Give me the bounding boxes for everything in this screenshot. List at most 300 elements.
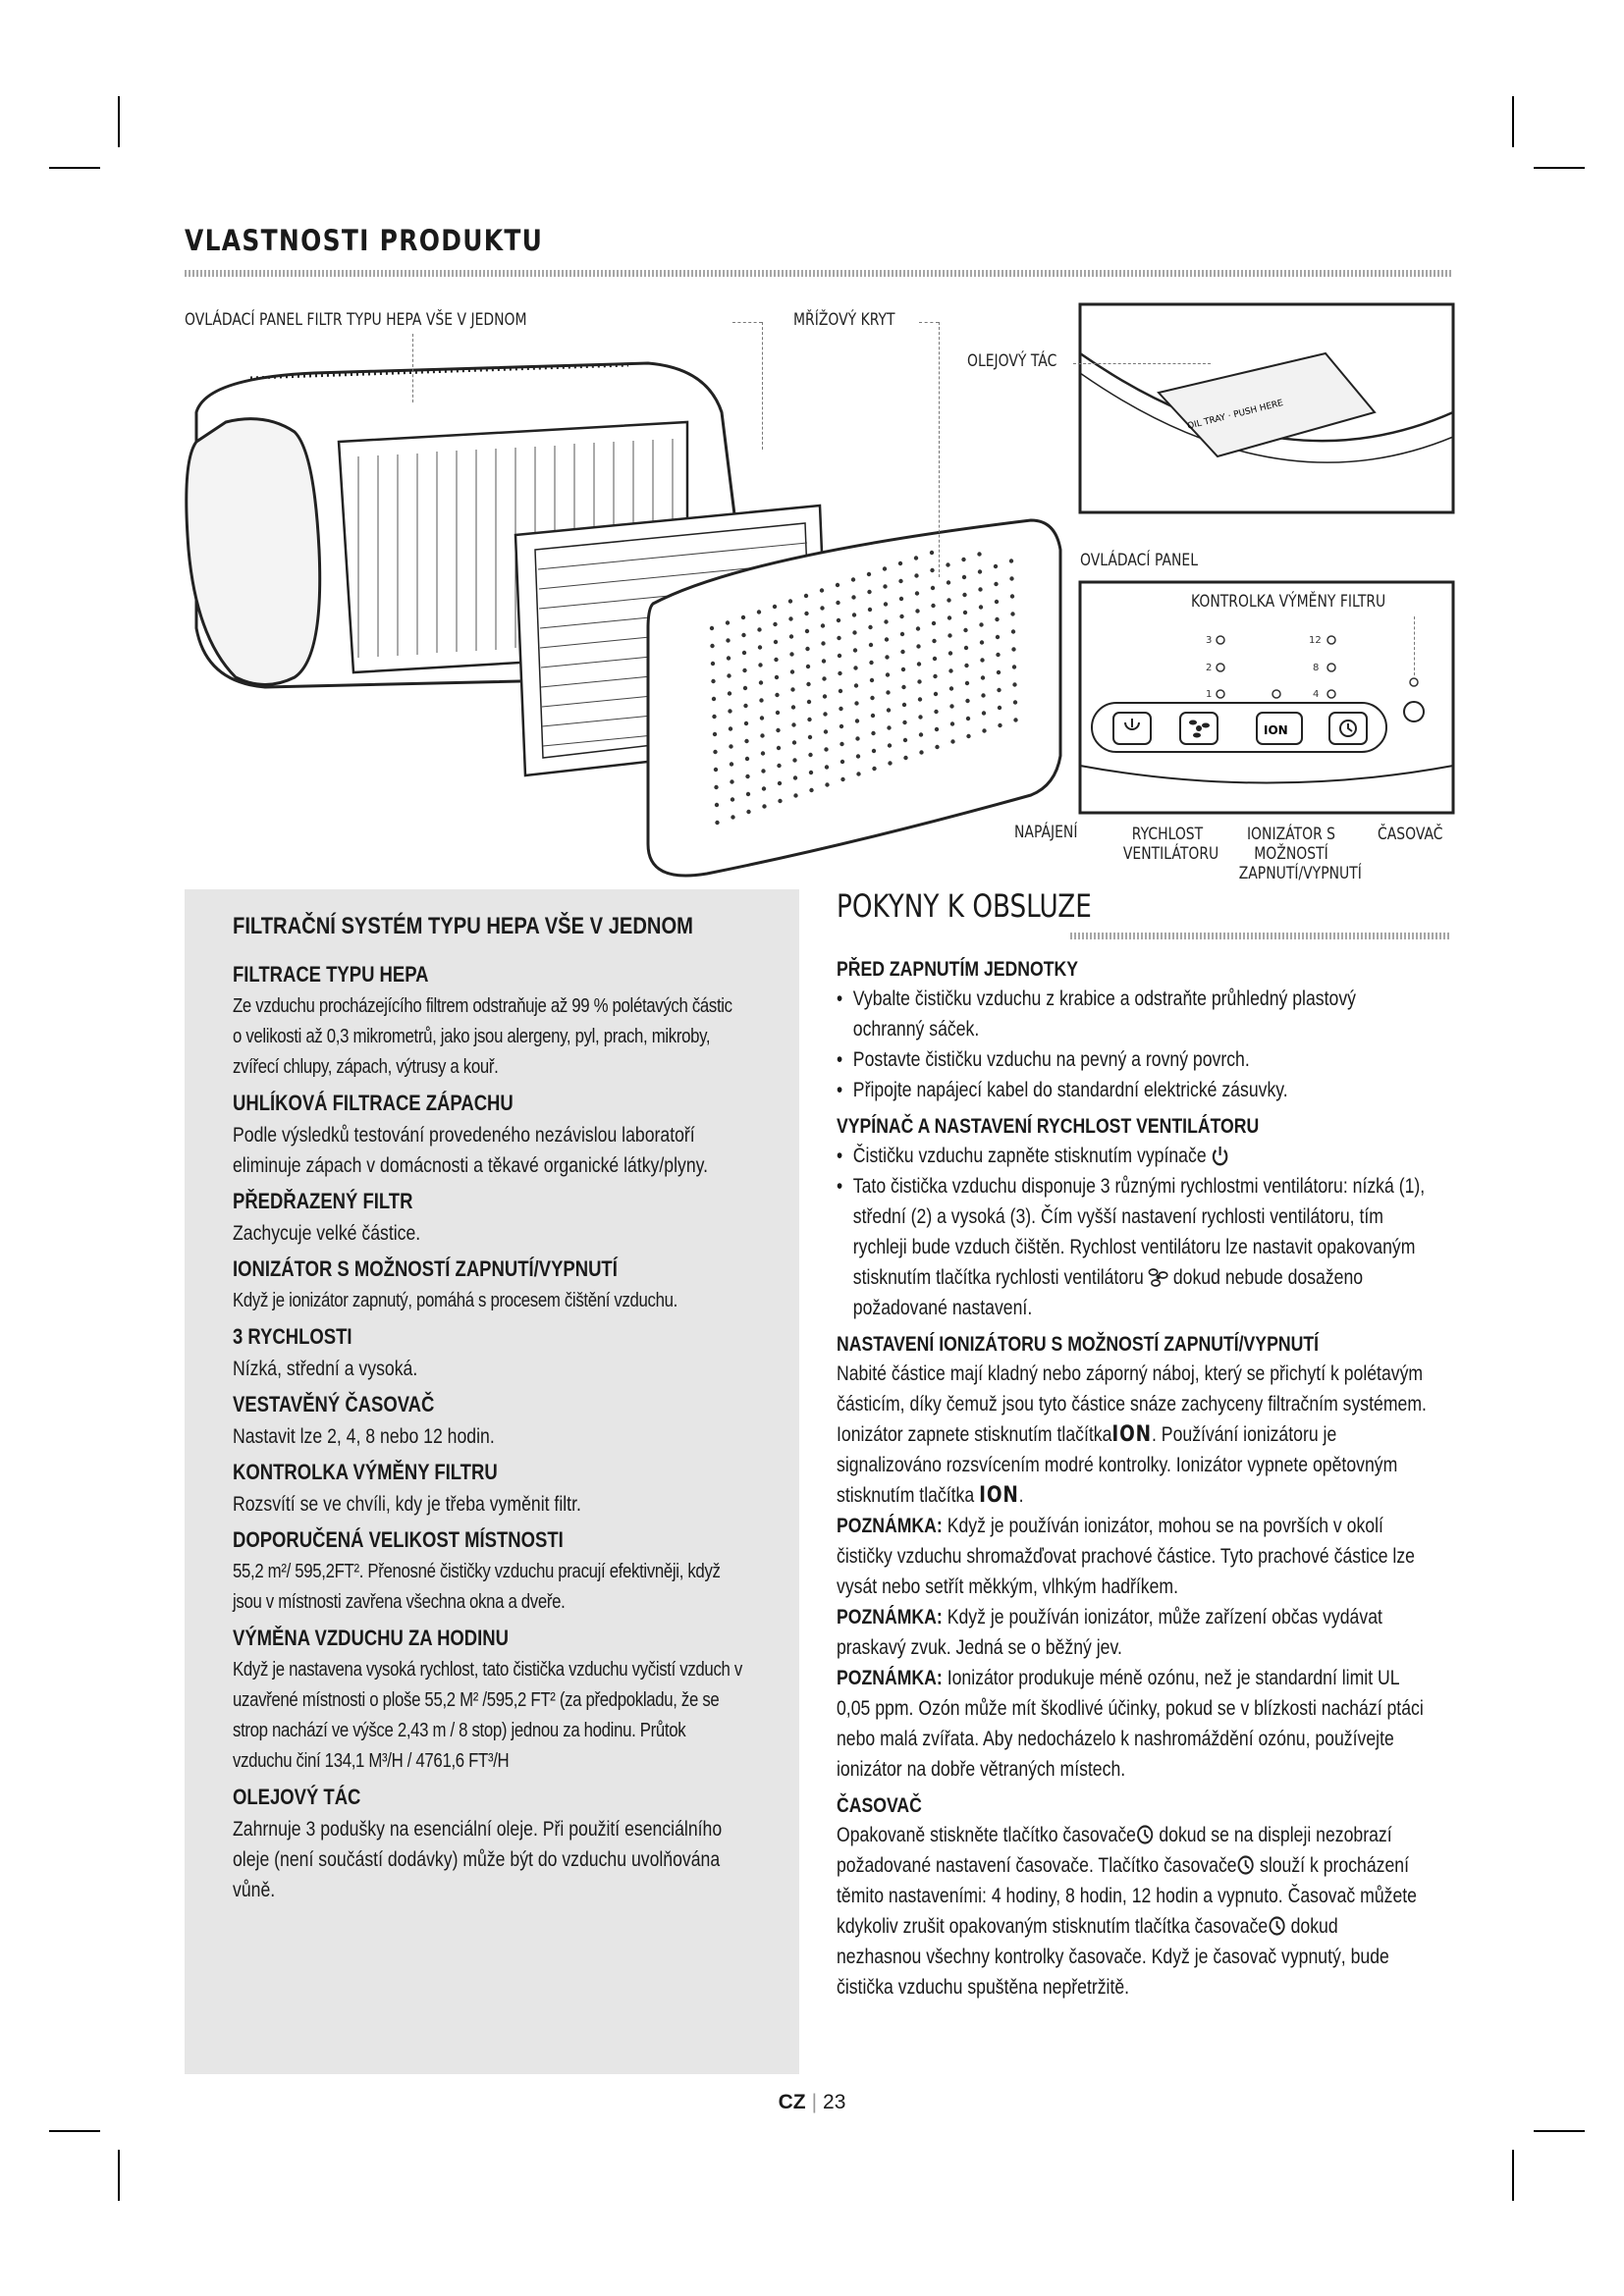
mesh-hole bbox=[946, 562, 949, 566]
timer-icon bbox=[1237, 1854, 1255, 1876]
mesh-hole bbox=[867, 572, 871, 576]
mesh-hole bbox=[918, 697, 922, 701]
feature-title: KONTROLKA VÝMĚNY FILTRU bbox=[233, 1460, 498, 1484]
mesh-hole bbox=[777, 764, 781, 768]
mesh-hole bbox=[790, 669, 794, 673]
mesh-hole bbox=[806, 665, 810, 668]
mesh-hole bbox=[773, 605, 777, 609]
label-line: IONIZÁTOR S bbox=[1246, 825, 1336, 844]
mesh-hole bbox=[711, 662, 715, 666]
mesh-hole bbox=[808, 735, 812, 739]
feature-title: UHLÍKOVÁ FILTRACE ZÁPACHU bbox=[233, 1091, 514, 1115]
mesh-hole bbox=[934, 692, 938, 696]
hour-label: 12 bbox=[1309, 635, 1322, 646]
before-list bbox=[837, 984, 1427, 1105]
mesh-hole bbox=[710, 626, 714, 630]
note-label: POZNÁMKA: bbox=[837, 1667, 943, 1689]
mesh-hole bbox=[728, 691, 731, 695]
mesh-hole bbox=[836, 583, 839, 587]
mesh-hole bbox=[900, 632, 904, 636]
mesh-hole bbox=[712, 715, 716, 719]
mesh-hole bbox=[744, 721, 748, 725]
mesh-hole bbox=[916, 644, 920, 648]
mesh-hole bbox=[731, 815, 734, 819]
mesh-hole bbox=[711, 679, 715, 683]
mesh-hole bbox=[728, 709, 731, 713]
mesh-hole bbox=[869, 661, 873, 665]
instructions-rule bbox=[1070, 933, 1451, 939]
mesh-hole bbox=[961, 558, 965, 561]
mesh-hole bbox=[852, 630, 856, 634]
page-footer bbox=[0, 2091, 1624, 2114]
mesh-hole bbox=[823, 694, 827, 698]
mesh-hole bbox=[1011, 647, 1015, 651]
mesh-hole bbox=[776, 711, 780, 715]
label-timer: ČASOVAČ bbox=[1378, 825, 1443, 844]
mesh-hole bbox=[729, 744, 732, 748]
mesh-hole bbox=[1009, 576, 1013, 580]
mesh-hole bbox=[762, 804, 766, 808]
mesh-hole bbox=[903, 738, 907, 742]
label-control-panel-filter: OVLÁDACÍ PANEL FILTR TYPU HEPA VŠE V JEDNOM bbox=[185, 310, 527, 330]
mesh-hole bbox=[741, 633, 745, 637]
mesh-hole bbox=[933, 674, 937, 678]
mesh-hole bbox=[868, 608, 872, 612]
mesh-hole bbox=[871, 731, 875, 735]
language-code: CZ bbox=[778, 2091, 806, 2113]
mesh-hole bbox=[775, 693, 779, 697]
mesh-hole bbox=[807, 700, 811, 704]
mesh-hole bbox=[731, 797, 734, 801]
mesh-hole bbox=[930, 568, 934, 572]
mesh-hole bbox=[931, 604, 935, 608]
mesh-hole bbox=[774, 640, 778, 644]
mesh-hole bbox=[872, 749, 876, 753]
mesh-hole bbox=[948, 668, 952, 672]
leader-line bbox=[939, 322, 940, 577]
leader-line bbox=[412, 334, 413, 402]
mesh-hole bbox=[1013, 700, 1017, 704]
speed-label: 2 bbox=[1206, 663, 1213, 673]
mesh-hole bbox=[820, 606, 824, 610]
mesh-hole bbox=[741, 615, 745, 619]
mesh-hole bbox=[883, 566, 887, 570]
mesh-hole bbox=[743, 704, 747, 708]
note-label: POZNÁMKA: bbox=[837, 1606, 943, 1629]
feature-text: Zachycuje velké částice. bbox=[233, 1222, 421, 1245]
mesh-hole bbox=[807, 718, 811, 721]
mesh-hole bbox=[932, 639, 936, 643]
mesh-hole bbox=[806, 682, 810, 686]
feature-title: DOPORUČENÁ VELIKOST MÍSTNOSTI bbox=[233, 1527, 564, 1552]
mesh-hole bbox=[778, 799, 782, 803]
mesh-hole bbox=[837, 618, 840, 622]
ion-label: ION bbox=[979, 1483, 1019, 1508]
mesh-hole bbox=[918, 715, 922, 719]
mesh-hole bbox=[1010, 612, 1014, 615]
mesh-hole bbox=[995, 600, 999, 604]
mesh-hole bbox=[963, 611, 967, 614]
feature-text: Nastavit lze 2, 4, 8 nebo 12 hodin. bbox=[233, 1425, 495, 1448]
mesh-hole bbox=[996, 635, 1000, 639]
mesh-hole bbox=[871, 714, 875, 718]
mesh-hole bbox=[808, 753, 812, 757]
mesh-hole bbox=[932, 621, 936, 625]
features-column bbox=[233, 913, 744, 1905]
mesh-hole bbox=[914, 573, 918, 577]
mesh-hole bbox=[886, 690, 890, 694]
mesh-hole bbox=[965, 681, 969, 685]
mesh-hole bbox=[773, 622, 777, 626]
mesh-hole bbox=[855, 736, 859, 740]
mesh-hole bbox=[982, 711, 986, 715]
switch-text: Čističku vzduchu zapněte stisknutím vypínače bbox=[852, 1145, 1207, 1167]
list-item: • Připojte napájecí kabel do standardní elektrické zásuvky. bbox=[837, 1075, 1427, 1105]
mesh-hole bbox=[997, 688, 1001, 692]
mesh-hole bbox=[759, 680, 763, 684]
instructions-title: POKYNY K OBSLUZE bbox=[837, 887, 1092, 925]
mesh-hole bbox=[836, 601, 839, 605]
mesh-hole bbox=[793, 793, 797, 797]
mesh-hole bbox=[979, 605, 983, 609]
mesh-hole bbox=[714, 785, 718, 789]
mesh-hole bbox=[824, 729, 828, 733]
mesh-hole bbox=[746, 810, 750, 814]
mesh-hole bbox=[760, 716, 764, 720]
mesh-hole bbox=[715, 821, 719, 825]
mesh-hole bbox=[745, 757, 749, 761]
mesh-hole bbox=[997, 670, 1001, 674]
ionizer-text: Nabité částice mají kladný nebo záporný náboj, který se přichytí k polétavým částicím, díky čemuž jsou tyto částice snáze zachyceny filtračním systémem. Ionizátor zapnete stisknutím tlačítka bbox=[837, 1362, 1427, 1446]
timer-text: Opakovaně stiskněte tlačítko časovače bbox=[837, 1824, 1136, 1846]
mesh-hole bbox=[949, 704, 953, 708]
mesh-hole bbox=[998, 706, 1001, 710]
crop-mark bbox=[1512, 2150, 1514, 2201]
mesh-hole bbox=[883, 584, 887, 588]
mesh-hole bbox=[729, 726, 732, 730]
label-line: MOŽNOSTÍ bbox=[1254, 844, 1328, 864]
mesh-hole bbox=[981, 693, 985, 697]
feature-text: Zahrnuje 3 podušky na esenciální oleje. Při použití esenciálního oleje (není součástí dodávky) může být do vzduchu uvolňována vůně. bbox=[233, 1818, 723, 1901]
mesh-hole bbox=[1013, 718, 1017, 721]
timer-text: slouží k procházení těmito nastaveními: 4 hodiny, 8 hodin, 12 hodin a vypnuto. Časovač můžete kdykoliv zrušit opakovaným stisknutím tlačítka časovače bbox=[837, 1854, 1417, 1938]
features-list bbox=[233, 962, 744, 1905]
label-filter-indicator: KONTROLKA VÝMĚNY FILTRU bbox=[1191, 592, 1386, 612]
list-item: • Vybalte čističku vzduchu z krabice a odstraňte průhledný plastový ochranný sáček. bbox=[837, 984, 1427, 1044]
mesh-hole bbox=[820, 588, 824, 592]
ion-button-label: ION bbox=[1264, 723, 1288, 737]
mesh-hole bbox=[1011, 629, 1015, 633]
mesh-hole bbox=[1012, 665, 1016, 668]
feature-title: OLEJOVÝ TÁC bbox=[233, 1785, 361, 1809]
feature-title: FILTRACE TYPU HEPA bbox=[233, 962, 429, 987]
mesh-hole bbox=[824, 747, 828, 751]
mesh-hole bbox=[727, 656, 731, 660]
mesh-hole bbox=[981, 675, 985, 679]
mesh-hole bbox=[742, 668, 746, 672]
mesh-hole bbox=[962, 593, 966, 597]
control-panel-inset bbox=[1080, 582, 1453, 813]
mesh-hole bbox=[744, 739, 748, 743]
footer-separator: | bbox=[811, 2091, 818, 2113]
mesh-hole bbox=[964, 664, 968, 667]
feature-text: Nízká, střední a vysoká. bbox=[233, 1358, 418, 1380]
label-power: NAPÁJENÍ bbox=[1014, 823, 1078, 842]
mesh-hole bbox=[840, 760, 844, 764]
mesh-hole bbox=[978, 569, 982, 573]
page-number: 23 bbox=[823, 2091, 846, 2113]
mesh-hole bbox=[809, 771, 813, 774]
mesh-hole bbox=[854, 683, 858, 687]
mesh-hole bbox=[887, 725, 891, 729]
mesh-hole bbox=[759, 698, 763, 702]
before-heading: PŘED ZAPNUTÍM JEDNOTKY bbox=[837, 958, 1079, 981]
mesh-hole bbox=[962, 575, 966, 579]
mesh-hole bbox=[730, 779, 733, 783]
mesh-hole bbox=[935, 745, 939, 749]
mesh-hole bbox=[888, 743, 892, 747]
crop-mark bbox=[1534, 2130, 1585, 2132]
mesh-hole bbox=[884, 619, 888, 623]
feature-title: PŘEDŘAZENÝ FILTR bbox=[233, 1189, 413, 1213]
note-text: Ionizátor produkuje méně ozónu, než je standardní limit UL 0,05 ppm. Ozón může mít škodlivé účinky, pokud se v blízkosti nachází ptáci nebo malá zvířata. Aby nedocházelo k nashromáždění ozónu, používejte ionizátor na dobře větraných místech. bbox=[837, 1667, 1424, 1781]
mesh-hole bbox=[887, 708, 891, 712]
timer-text: dokud se na displeji nezobrazí požadované nastavení časovače. Tlačítko časovače bbox=[837, 1824, 1392, 1877]
mesh-hole bbox=[776, 728, 780, 732]
mesh-hole bbox=[870, 696, 874, 700]
mesh-hole bbox=[899, 597, 903, 601]
mesh-hole bbox=[762, 786, 766, 790]
mesh-hole bbox=[715, 803, 719, 807]
ionizer-text: Používání ionizátoru je signalizováno rozsvícením modré kontrolky. Ionizátor vypnete opětovným stisknutím tlačítka bbox=[837, 1423, 1398, 1507]
mesh-hole bbox=[917, 662, 921, 666]
mesh-hole bbox=[789, 652, 793, 656]
leader-line bbox=[919, 322, 939, 323]
features-heading: FILTRAČNÍ SYSTÉM TYPU HEPA VŠE V JEDNOM bbox=[233, 913, 693, 939]
label-mesh-cover: MŘÍŽOVÝ KRYT bbox=[793, 310, 895, 330]
label-oil-tray: OLEJOVÝ TÁC bbox=[967, 351, 1057, 371]
mesh-hole bbox=[899, 614, 903, 618]
mesh-hole bbox=[933, 657, 937, 661]
list-item bbox=[837, 1171, 1427, 1323]
mesh-hole bbox=[947, 598, 950, 602]
mesh-hole bbox=[837, 636, 840, 640]
ion-label: ION bbox=[1111, 1422, 1152, 1447]
mesh-hole bbox=[898, 579, 902, 583]
instructions-column bbox=[837, 948, 1427, 2002]
timer-icon bbox=[1268, 1915, 1285, 1937]
mesh-hole bbox=[935, 727, 939, 731]
mesh-hole bbox=[917, 679, 921, 683]
timer-icon bbox=[1136, 1824, 1154, 1845]
oil-tray-inset bbox=[1080, 304, 1453, 512]
mesh-hole bbox=[966, 717, 970, 721]
ionizer-paragraph: Nabité částice mají kladný nebo záporný náboj, který se přichytí k polétavým částicím, díky čemuž jsou tyto částice snáze zachyceny filtračním systémem. Ionizátor zapnete stisknutím tlačítkaION. Používání ionizátoru je signalizováno rozsvícením modré kontrolky. Ionizátor vypnete opětovným stisknutím tlačítka ION. bbox=[837, 1362, 1427, 1508]
mesh-hole bbox=[884, 602, 888, 606]
mesh-hole bbox=[757, 627, 761, 631]
mesh-hole bbox=[856, 772, 860, 775]
mesh-hole bbox=[789, 634, 793, 638]
mesh-hole bbox=[947, 615, 951, 619]
feature-text: Když je nastavena vysoká rychlost, tato čistička vzduchu vyčistí vzduch v uzavřené místnosti o ploše 55,2 M² /595,2 FT² (za předpokladu, že se strop nachází ve výšce 2,43 m / 8 stop) jednou za hodinu. Průtok vzduchu činí 134,1 M³/H / 4761,6 FT³/H bbox=[233, 1659, 742, 1772]
page-title: VLASTNOSTI PRODUKTU bbox=[185, 224, 544, 257]
mesh-hole bbox=[1009, 559, 1013, 562]
speed-label: 3 bbox=[1206, 635, 1213, 646]
mesh-hole bbox=[778, 781, 782, 785]
mesh-hole bbox=[950, 739, 954, 743]
mesh-hole bbox=[839, 724, 843, 728]
timer-text: dokud nezhasnou všechny kontrolky časovače. Když je časovač vypnutý, bude čistička vzduchu spuštěna nepřetržitě. bbox=[837, 1915, 1389, 1999]
speed-label: 1 bbox=[1206, 689, 1213, 700]
crop-mark bbox=[49, 2130, 100, 2132]
mesh-hole bbox=[726, 620, 730, 624]
feature-text: Podle výsledků testování provedeného nezávislou laboratoří eliminuje zápach v domácnosti a těkavé organické látky/plyny. bbox=[233, 1124, 709, 1177]
mesh-hole bbox=[996, 653, 1000, 657]
mesh-hole bbox=[805, 647, 809, 651]
mesh-hole bbox=[851, 577, 855, 581]
mesh-hole bbox=[838, 671, 841, 675]
mesh-hole bbox=[839, 707, 842, 711]
mesh-hole bbox=[1012, 682, 1016, 686]
mesh-hole bbox=[713, 732, 717, 736]
switch-list bbox=[837, 1141, 1427, 1323]
mesh-hole bbox=[823, 712, 827, 716]
mesh-hole bbox=[868, 625, 872, 629]
mesh-hole bbox=[822, 676, 826, 680]
mesh-hole bbox=[761, 769, 765, 773]
mesh-hole bbox=[980, 640, 984, 644]
mesh-hole bbox=[853, 648, 857, 652]
mesh-hole bbox=[995, 617, 999, 621]
mesh-hole bbox=[788, 616, 792, 620]
mesh-hole bbox=[793, 775, 797, 779]
mesh-hole bbox=[821, 623, 825, 627]
mesh-hole bbox=[950, 721, 954, 725]
mesh-hole bbox=[791, 722, 795, 726]
label-line: VENTILÁTORU bbox=[1122, 844, 1219, 864]
note bbox=[837, 1663, 1427, 1785]
mesh-hole bbox=[977, 552, 981, 556]
mesh-hole bbox=[821, 641, 825, 645]
mesh-hole bbox=[758, 663, 762, 667]
mesh-hole bbox=[994, 582, 998, 586]
mesh-hole bbox=[947, 580, 950, 584]
mesh-hole bbox=[712, 697, 716, 701]
label-ionizer bbox=[1238, 825, 1362, 883]
mesh-hole bbox=[856, 754, 860, 758]
power-icon bbox=[1212, 1145, 1229, 1166]
mesh-hole bbox=[804, 594, 808, 598]
label-control-panel: OVLÁDACÍ PANEL bbox=[1080, 551, 1199, 570]
mesh-hole bbox=[979, 622, 983, 626]
mesh-hole bbox=[792, 740, 796, 744]
mesh-hole bbox=[1010, 594, 1014, 598]
switch-text: dokud nebude dosaženo požadované nastavení. bbox=[852, 1266, 1364, 1319]
tray-text: OIL TRAY · PUSH HERE bbox=[1186, 398, 1285, 432]
mesh-hole bbox=[822, 659, 826, 663]
switch-heading: VYPÍNAČ A NASTAVENÍ RYCHLOST VENTILÁTORU bbox=[837, 1115, 1260, 1138]
mesh-hole bbox=[853, 666, 857, 669]
ionizer-heading: NASTAVENÍ IONIZÁTORU S MOŽNOSTÍ ZAPNUTÍ/VYPNUTÍ bbox=[837, 1333, 1319, 1356]
note bbox=[837, 1511, 1427, 1602]
mesh-hole bbox=[852, 613, 856, 616]
mesh-hole bbox=[949, 686, 953, 690]
mesh-hole bbox=[963, 628, 967, 632]
mesh-hole bbox=[901, 667, 905, 671]
mesh-hole bbox=[805, 629, 809, 633]
mesh-hole bbox=[916, 626, 920, 630]
mesh-hole bbox=[840, 777, 844, 781]
product-illustration bbox=[0, 0, 1624, 903]
mesh-hole bbox=[851, 595, 855, 599]
leader-line bbox=[1073, 363, 1211, 364]
mesh-hole bbox=[757, 610, 761, 614]
feature-text: Když je ionizátor zapnutý, pomáhá s procesem čištění vzduchu. bbox=[233, 1290, 677, 1311]
mesh-hole bbox=[788, 599, 792, 603]
mesh-hole bbox=[742, 651, 746, 655]
mesh-hole bbox=[743, 686, 747, 690]
mesh-hole bbox=[758, 645, 762, 649]
mesh-hole bbox=[825, 765, 829, 769]
mesh-hole bbox=[903, 756, 907, 760]
mesh-hole bbox=[727, 673, 731, 677]
mesh-hole bbox=[902, 721, 906, 724]
feature-text: Rozsvítí se ve chvíli, kdy je třeba vyměnit filtr. bbox=[233, 1493, 581, 1516]
mesh-hole bbox=[761, 751, 765, 755]
mesh-hole bbox=[901, 685, 905, 689]
mesh-hole bbox=[804, 612, 808, 615]
mesh-hole bbox=[745, 774, 749, 778]
hour-label: 4 bbox=[1313, 689, 1320, 700]
mesh-hole bbox=[965, 699, 969, 703]
mesh-hole bbox=[855, 719, 859, 722]
mesh-hole bbox=[791, 705, 795, 709]
switch-text: Tato čistička vzduchu disponuje 3 různými rychlostmi ventilátoru: nízká (1), střední (2) a vysoká (3). Čím vyšší nastavení rychlosti ventilátoru, tím rychleji bude vzduch čištěn. Rychlost ventilátoru lze nastavit opakovaným stisknutím tlačítka rychlosti ventilátoru bbox=[852, 1175, 1426, 1289]
mesh-hole bbox=[774, 658, 778, 662]
mesh-hole bbox=[867, 590, 871, 594]
mesh-hole bbox=[888, 761, 892, 765]
mesh-hole bbox=[792, 758, 796, 762]
mesh-hole bbox=[730, 762, 733, 766]
mesh-hole bbox=[726, 638, 730, 642]
mesh-hole bbox=[931, 586, 935, 590]
list-item bbox=[837, 1141, 1427, 1171]
mesh-hole bbox=[978, 587, 982, 591]
timer-heading: ČASOVAČ bbox=[837, 1794, 922, 1817]
mesh-hole bbox=[982, 728, 986, 732]
leader-line bbox=[762, 322, 763, 450]
mesh-hole bbox=[809, 788, 813, 792]
mesh-hole bbox=[839, 689, 842, 693]
leader-line bbox=[732, 322, 762, 323]
mesh-hole bbox=[915, 591, 919, 595]
mesh-hole bbox=[885, 637, 889, 641]
mesh-hole bbox=[870, 678, 874, 682]
mesh-hole bbox=[825, 782, 829, 786]
hour-label: 8 bbox=[1313, 663, 1320, 673]
timer-paragraph bbox=[837, 1820, 1427, 2002]
note-text: Když je používán ionizátor, může zařízení občas vydávat praskavý zvuk. Jedná se o běžný jev. bbox=[837, 1606, 1382, 1659]
mesh-hole bbox=[914, 556, 918, 560]
note-label: POZNÁMKA: bbox=[837, 1515, 943, 1537]
mesh-hole bbox=[760, 733, 764, 737]
mesh-hole bbox=[898, 561, 902, 565]
mesh-hole bbox=[775, 675, 779, 679]
feature-text: 55,2 m²/ 595,2FT². Přenosné čističky vzduchu pracují efektivněji, když jsou v místnosti zavřena všechna okna a dveře. bbox=[233, 1561, 721, 1613]
mesh-hole bbox=[714, 768, 718, 772]
note bbox=[837, 1602, 1427, 1663]
mesh-hole bbox=[947, 633, 951, 637]
